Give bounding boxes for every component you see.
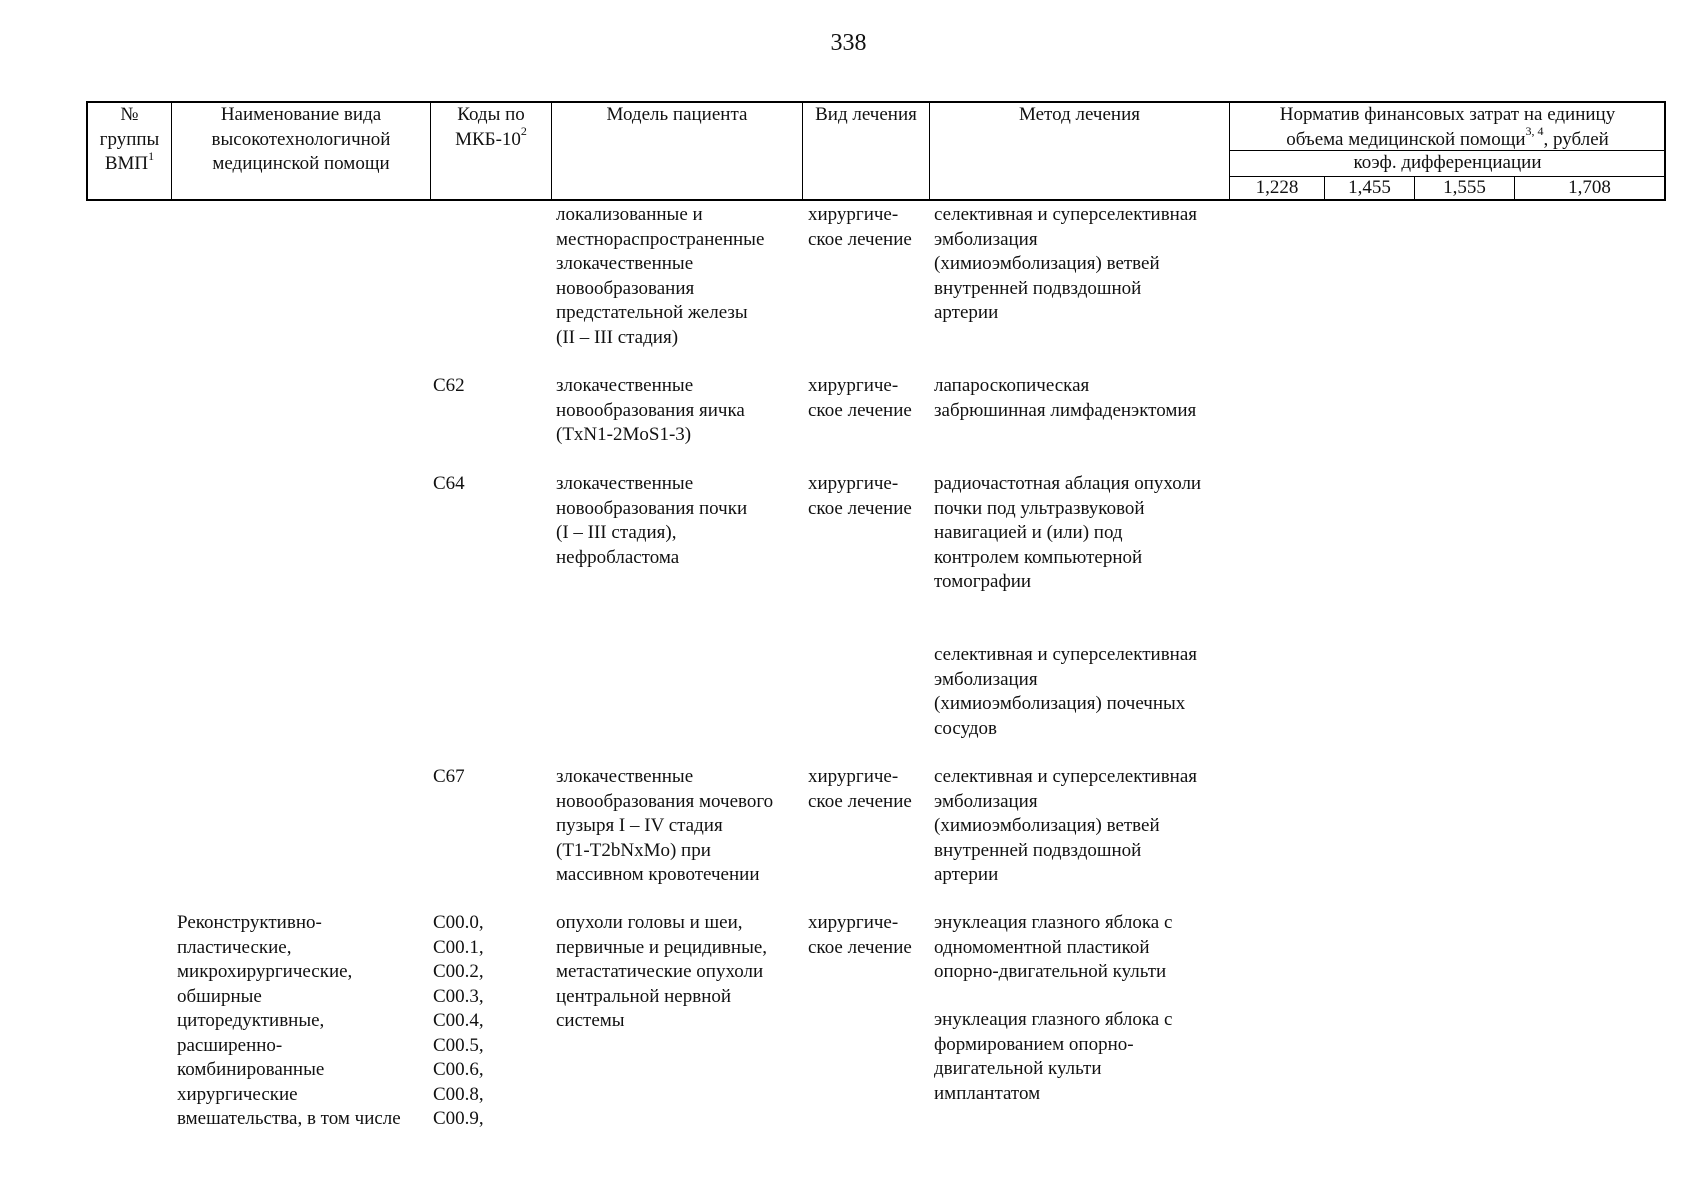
patient-model-cell: злокачественные новообразования почки (I – III стадия), нефробластома (556, 473, 748, 568)
treatment-method-cell: селективная и суперселективная эмболизация (химиоэмболизация) почечных сосудов (934, 644, 1198, 739)
header-icd-codes: Коды по МКБ-$10^2$ (455, 104, 527, 150)
treatment-method-cell: селективная и суперселективная эмболизация (химиоэмболизация) ветвей внутренней подвздошной артерии (934, 204, 1198, 323)
header-group-number: № группы ВМП$^1$ (99, 104, 160, 174)
treatment-method-cell: лапароскопическая забрюшинная лимфаденэктомия (934, 375, 1197, 421)
icd-code-cell: C67 (433, 766, 465, 787)
treatment-type-cell: хирургиче- ское лечение (808, 204, 912, 250)
treatment-type-cell: хирургиче- ское лечение (808, 375, 912, 421)
header-treatment-type: Вид лечения (815, 104, 917, 125)
treatment-method-cell: энуклеация глазного яблока с одномоментной пластикой опорно-двигательной культи (934, 912, 1173, 982)
header-treatment-method: Метод лечения (1018, 104, 1140, 125)
treatment-type-cell: хирургиче- ское лечение (808, 912, 912, 958)
care-name-cell: Реконструктивно- пластические, микрохирургические, обширные циторедуктивные, расширенно- комбинированные хирургические вмешательства, в том числе (177, 912, 401, 1129)
treatment-type-cell: хирургиче- ское лечение (808, 473, 912, 519)
patient-model-cell: злокачественные новообразования мочевого пузыря I – IV стадия (T1-T2bNxMo) при массивном кровотечении (556, 766, 774, 885)
patient-model-cell: опухоли головы и шеи, первичные и рецидивные, метастатические опухоли центральной нервной системы (556, 912, 768, 1031)
header-care-name: Наименование вида высокотехнологичной медицинской помощи (211, 104, 391, 174)
treatment-method-cell: селективная и суперселективная эмболизация (химиоэмболизация) ветвей внутренней подвздошной артерии (934, 766, 1198, 885)
header-coefficient: 1,228 (1255, 177, 1299, 198)
treatment-method-cell: энуклеация глазного яблока с формированием опорно- двигательной культи имплантатом (934, 1009, 1173, 1104)
icd-code-cell: C62 (433, 375, 465, 396)
icd-code-cell: C00.0, C00.1, C00.2, C00.3, C00.4, C00.5, C00.6, C00.8, C00.9, (433, 912, 484, 1129)
treatment-method-cell: радиочастотная аблация опухоли почки под ультразвуковой навигацией и (или) под контролем компьютерной томографии (934, 473, 1202, 592)
page-number: 338 (830, 30, 867, 56)
header-coefficient: 1,708 (1568, 177, 1611, 198)
table-header (86, 101, 1666, 201)
header-coefficient-label: коэф. дифференциации (1353, 152, 1542, 173)
patient-model-cell: локализованные и местнораспространенные злокачественные новообразования предстательной железы (II – III стадия) (556, 204, 765, 348)
treatment-type-cell: хирургиче- ское лечение (808, 766, 912, 812)
header-patient-model: Модель пациента (606, 104, 748, 125)
header-financial-norm: Норматив финансовых затрат на единицу объема медицинской помощи$^{3, 4}$, рублей (1279, 104, 1616, 150)
icd-code-cell: C64 (433, 473, 465, 494)
patient-model-cell: злокачественные новообразования яичка (TxN1-2MoS1-3) (556, 375, 745, 445)
header-coefficient: 1,555 (1443, 177, 1486, 198)
header-coefficient: 1,455 (1348, 177, 1391, 198)
